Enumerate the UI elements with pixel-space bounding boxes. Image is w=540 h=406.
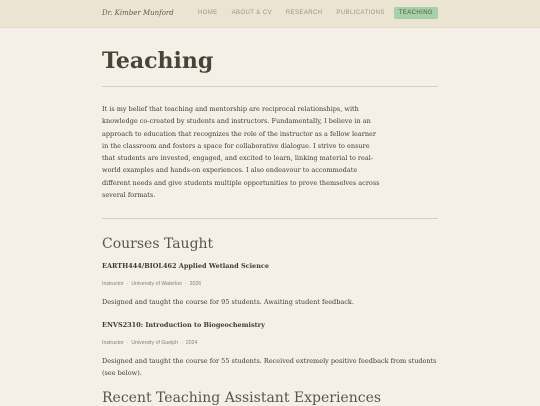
- divider: [102, 86, 438, 87]
- nav-menu: [189, 7, 438, 19]
- course-year: 2024: [185, 340, 198, 346]
- nav-home[interactable]: HOME: [198, 10, 218, 16]
- course-role: Instructor: [102, 281, 124, 287]
- section-heading-courses: Courses Taught: [102, 236, 214, 252]
- divider: [102, 218, 438, 219]
- course-year: 2026: [189, 281, 202, 287]
- section-heading-ta: Recent Teaching Assistant Experiences: [102, 390, 382, 406]
- page-title: Teaching: [102, 48, 214, 74]
- course-description: Designed and taught the course for 55 students. Received extremely positive feedback from students (see below).: [102, 357, 437, 377]
- course-title: EARTH444/BIOL462 Applied Wetland Science: [102, 262, 270, 270]
- course-role: Instructor: [102, 340, 124, 346]
- course-description: Designed and taught the course for 95 students. Awaiting student feedback.: [102, 298, 354, 306]
- course-meta: Instructor · University of Guelph · 2024: [102, 340, 198, 346]
- course-institution: University of Guelph: [131, 340, 179, 346]
- nav-research[interactable]: RESEARCH: [285, 10, 323, 16]
- top-navbar: [0, 0, 540, 28]
- nav-publications[interactable]: PUBLICATIONS: [336, 10, 385, 16]
- site-brand[interactable]: Dr. Kimber Munford: [102, 9, 174, 17]
- nav-about-cv[interactable]: ABOUT & CV: [231, 10, 272, 16]
- course-title: ENVS2310: Introduction to Biogeochemistry: [102, 321, 265, 329]
- course-institution: University of Waterloo: [131, 281, 182, 287]
- nav-teaching[interactable]: TEACHING: [394, 7, 438, 19]
- course-meta: Instructor · University of Waterloo · 2026: [102, 281, 202, 287]
- intro-paragraph: It is my belief that teaching and mentorship are reciprocal relationships, with knowledge co-created by students and instructors. Fundamentally, I believe in an approach to education that recognizes the role of the instructor as a fellow learner in the classroom and fosters a space for collaborative dialogue. I strive to ensure that students are invested, engaged, and excited to learn, linking material to real-world examples and hands-on experiences. I also endeavour to accommodate different needs and give students multiple opportunities to prove themselves across several formats.: [102, 105, 380, 200]
